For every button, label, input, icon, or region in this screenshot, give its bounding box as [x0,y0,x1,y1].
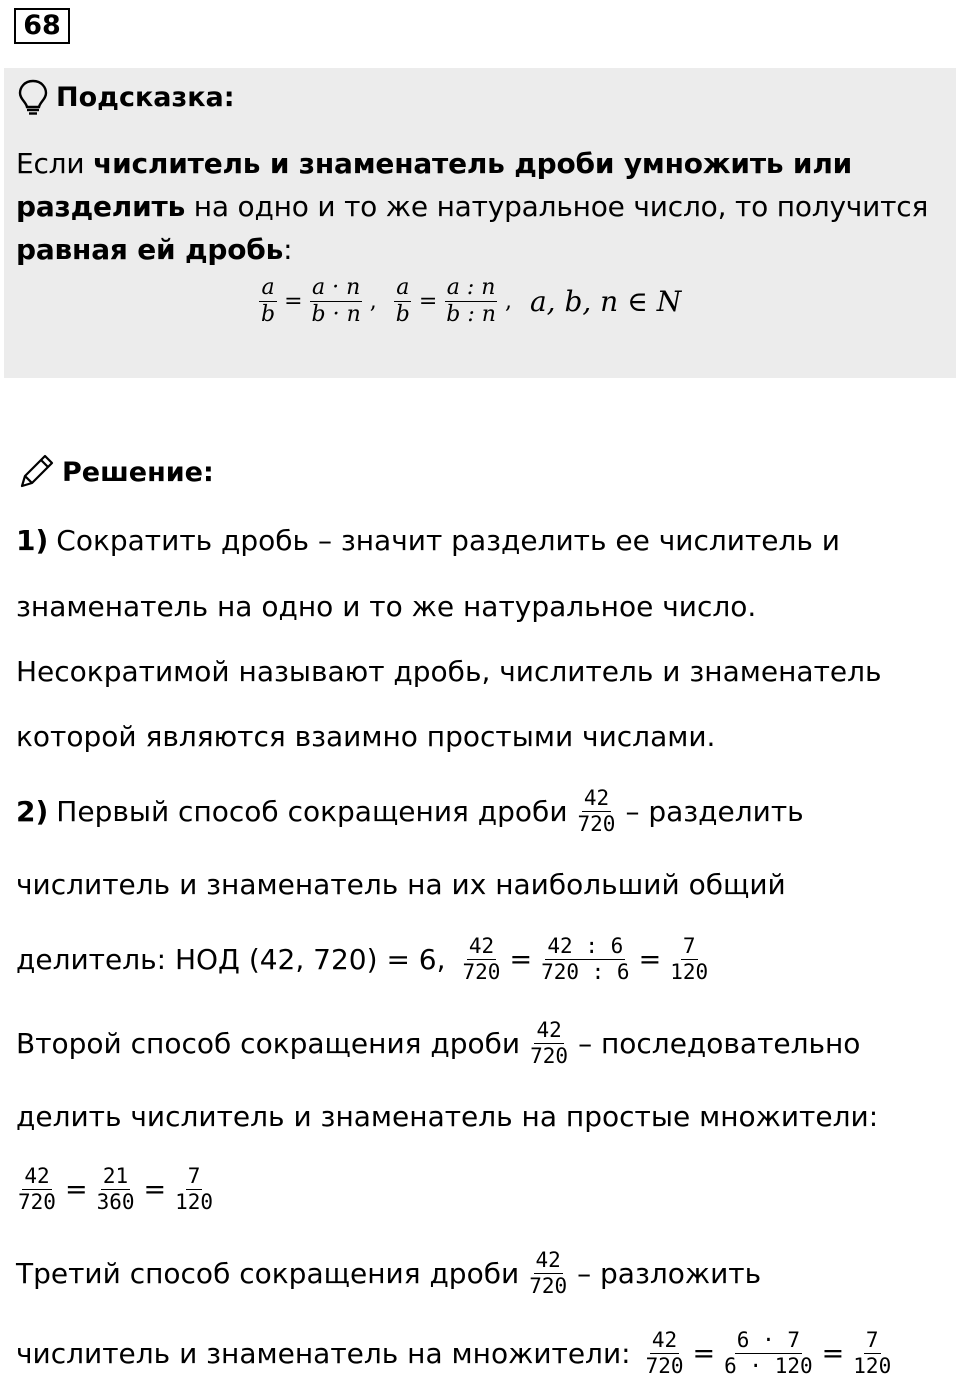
denominator: 120 [853,1353,892,1378]
hint-text [16,142,946,271]
line-text: которой являются взаимно простыми числами. [16,719,716,753]
line-text: делить числитель и знаменатель на простые множители: [16,1099,879,1133]
item-number: 1) [16,523,49,557]
fraction [528,1018,570,1067]
line-text: – разделить [625,794,804,828]
denominator: b [261,301,276,327]
numerator: 42 : 6 [547,934,624,959]
hint-title [16,80,235,114]
fraction [539,934,632,983]
solution-title-text: Решение: [62,456,214,488]
fraction [444,275,498,327]
equals-sign: = [143,1173,167,1205]
solution-line [16,1240,761,1306]
solution-line [16,778,804,844]
line-text: Сократить дробь – значит разделить ее числитель и [56,523,840,557]
pencil-icon [16,452,56,492]
solution-line [16,1094,878,1138]
numerator: 7 [865,1328,879,1353]
denominator: 120 [175,1189,214,1214]
numerator: a [261,275,275,301]
hint-formula [256,266,681,336]
fraction [16,1164,58,1213]
line-text: знаменатель на одно и то же натуральное число. [16,589,757,623]
denominator: 720 [18,1189,56,1214]
hint-text-part: на одно и то же натуральное число, то получится [185,190,929,223]
denominator: b [395,301,410,327]
line-text: Первый способ сокращения дроби [56,794,568,828]
line-text: числитель и знаменатель на множители: [16,1336,631,1370]
solution-line [16,1010,860,1076]
line-text: Несократимой называют дробь, числитель и знаменатель [16,654,882,688]
numerator: a : n [446,275,496,301]
solution-line [16,926,713,992]
solution-line [16,1156,218,1222]
numerator: 42 [535,1248,561,1273]
numerator: 42 [24,1164,50,1189]
solution-title [16,452,214,492]
denominator: b : n [446,301,496,327]
line-text: Второй способ сокращения дроби [16,1026,521,1060]
solution-line [16,584,756,628]
denominator: 6 · 120 [724,1353,813,1378]
line-text: Третий способ сокращения дроби [16,1256,520,1290]
solution-line [16,862,786,906]
numerator: 42 [583,786,610,811]
fraction [527,1248,569,1297]
solution-line [16,714,715,758]
denominator: 720 [577,811,616,836]
line-text: – разложить [577,1256,762,1290]
line-text: – последовательно [578,1026,861,1060]
problem-number: 68 [14,8,70,44]
fraction [461,934,503,983]
fraction [173,1164,215,1213]
fraction [851,1328,893,1377]
comma: , [504,288,512,314]
equals-sign: = [638,943,662,975]
numerator: a · n [312,275,361,301]
fraction [668,934,710,983]
denominator: 720 [462,959,501,984]
hint-text-bold: равная ей дробь [16,233,284,266]
numerator: 7 [187,1164,201,1189]
fraction [394,275,412,327]
lightbulb-icon [16,78,50,116]
equals-sign: = [284,288,303,314]
denominator: 720 : 6 [541,959,630,984]
numerator: a [396,275,410,301]
solution-line [16,649,882,693]
comma: , [369,288,377,314]
numerator: 7 [682,934,696,959]
denominator: 720 [645,1353,684,1378]
equals-sign: = [821,1337,845,1369]
fraction [310,275,363,327]
denominator: 120 [670,959,709,984]
line-text: числитель и знаменатель на их наибольший общий [16,867,786,901]
hint-title-text: Подсказка: [56,81,235,113]
hint-text-part: Если [16,147,94,180]
line-text: делитель: НОД (42, 720) = 6, [16,942,446,976]
equals-sign: = [692,1337,716,1369]
numerator: 6 · 7 [736,1328,800,1353]
denominator: 360 [96,1189,135,1214]
equals-sign: = [64,1173,88,1205]
formula-tail: a, b, n ∈ N [529,284,682,318]
numerator: 42 [651,1328,678,1353]
item-number: 2) [16,794,49,828]
equals-sign: = [418,288,438,314]
solution-line [16,518,840,562]
numerator: 21 [102,1164,129,1189]
fraction [576,786,618,835]
hint-text-part: : [283,233,293,266]
fraction [722,1328,815,1377]
numerator: 42 [536,1018,562,1043]
denominator: b · n [311,301,361,327]
fraction [644,1328,686,1377]
equals-sign: = [509,943,533,975]
denominator: 720 [529,1273,568,1298]
solution-line [16,1320,896,1386]
fraction [95,1164,137,1213]
denominator: 720 [530,1043,569,1068]
fraction [259,275,277,327]
hint-text-bold: числитель и знаменатель дроби умножить или разделить [16,147,853,223]
numerator: 42 [468,934,495,959]
